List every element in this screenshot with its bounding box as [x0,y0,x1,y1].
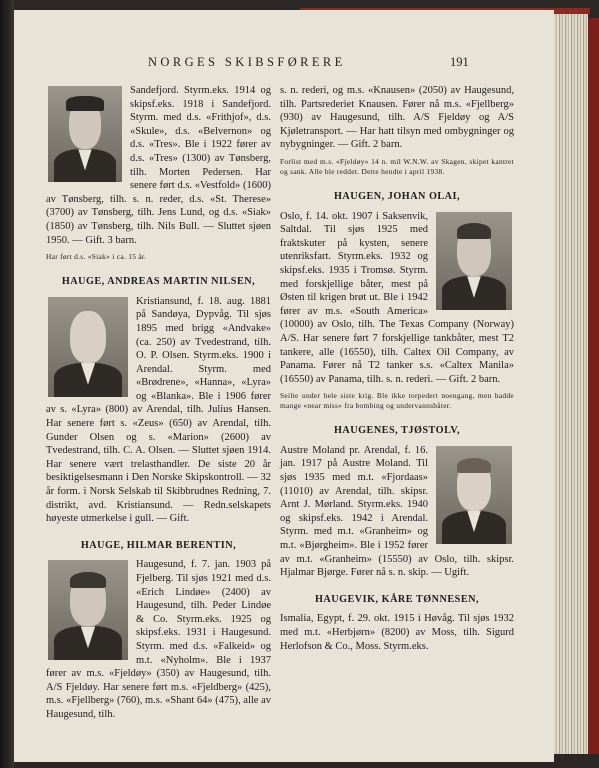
entry-heading: HAUGEN, JOHAN OLAI, [333,190,461,202]
book-spine-shadow [0,0,14,768]
entry-note: Seilte under hele siste krig. Ble ikke torpedert noengang, men hadde mange «near miss» fra bombing og undervannsbåter. [280,391,514,411]
entry-hauge-andreas [46,275,271,526]
entry-heading: HAUGE, HILMAR BERENTIN, [80,539,237,551]
entry-continued-right [280,84,514,177]
portrait-photo [48,86,122,182]
entry-text: Austre Moland pr. Arendal, f. 16. jan. 1917 på Austre Moland. Til sjøs 1935 med m.t. «Fjordaas» (11010) av Arendal, tilh. skipsr. Arnt J. Mørland. Styrm.eks. 1940 og skipsf.eks. 1942 i Arendal. Styrm. med m.t. «Granheim» og m.t. «Bjørgheim». Ble i 1952 fører av m.t. «Granheim» (15550) av Oslo, tilh. skipsr. Hjalmar Bjørge. Fører nå s. n. skip. — Ugift. [280,444,514,579]
page-stack-edge [548,14,588,754]
book-page [14,10,554,762]
entry-continued-left [46,84,271,262]
portrait-photo [48,297,128,397]
entry-text: Ismalia, Egypt, f. 29. okt. 1915 i Høvåg. Til sjøs 1932 med m.t. «Herbjørn» (8200) av Moss, tilh. Sigurd Herlofson & Co., Moss. Styrm.eks. [280,613,514,652]
entry-haugevik-kare [280,593,514,653]
entry-text: s. n. rederi, og m.s. «Knausen» (2050) av Haugesund, tilh. Partsrederiet Knausen. Fører nå m.s. «Fjellberg» (930) av Haugesund, tilh. A/S Fjeldøy og A/S Kjøletransport. — Har hatt tilsyn med ombygninger og nybygninger. — Gift. 2 barn. [280,85,514,151]
portrait-photo [436,212,512,310]
portrait-photo [436,446,512,544]
portrait-photo [48,560,128,660]
entry-text: Haugesund, f. 7. jan. 1903 på Fjelberg. Til sjøs 1921 med d.s. «Erich Lindøe» (2400) av Haugesund, tilh. Peder Lindøe & Co. Styrm.eks. 1925 og skipsf.eks. 1931 i Haugesund. Styrm. med d.s. «Falkeid» og m.t. «Nyholm». Ble i 1937 fører av m.s. «Fjeldøy» (350) av Haugesund, tilh. A/S Fjeldøy. Har senere ført m.s. «Fjeldberg» (425), m.s. «Fjellberg» (760), m.s. «Shant 64» (475), alle av Haugesund, tilh. [46,559,271,720]
entry-note: Har ført d.s. «Siak» i ca. 15 år. [46,252,147,262]
right-column [280,84,514,653]
page-number: 191 [450,55,469,69]
entry-heading: HAUGENES, TJØSTOLV, [333,425,461,437]
entry-text: Sandefjord. Styrm.eks. 1914 og skipsf.eks. 1918 i Sandefjord. Styrm. med d.s. «Frithjof», d.s. «Skule», d.s. «Belvernon» og d.s. «Tres». Ble i 1922 fører av d.s. «Tres» (1300) av Tønsberg, tilh. Morten Pedersen. Har senere ført d.s. «Vestfold» (1600) av Tønsberg, tilh. s. n. reder, d.s. «St. Therese» (3700) av Tønsberg, tilh. Jens Lund, og d.s. «Siak» (1850) av Tønsberg, tilh. Nils Bull. — Sluttet sjøen 1950. — Gift. 3 barn. [46,85,271,246]
entry-text: Oslo, f. 14. okt. 1907 i Saksenvik, Saltdal. Til sjøs 1925 med fraktskuter på kysten, senere utenriksfart. Styrm.eks. 1932 og skipsf.eks. 1935 i Tromsø. Styrm. med forskjellige båter, mest på Østen til krigen brøt ut. Ble i 1942 fører av m.s. «South America» (10000) av Oslo, tilh. The Texas Company (Norway) A/S. Har senere ført 7 forskjellige tankbåter, mest T2 tankere, alle (16550), tilh. Caltex Oil Company, av Panama. Fører nå T2 tanker s.s. «Caltex Manila» (16550) av Panama, tilh. s. n. rederi. — Gift. 2 barn. [280,210,514,385]
entry-hauge-hilmar [46,539,271,722]
entry-haugenes-tjostolv [280,424,514,580]
left-column [46,84,271,722]
entry-text: Kristiansund, f. 18. aug. 1881 på Sandøya, Dypvåg. Til sjøs 1895 med brigg «Andvake» (ca. 250) av Tvedestrand, tilh. O. P. Olsen. Styrm.eks. 1900 i Arendal. Styrm. med «Brødrene», «Hanna», «Lyra» og «Blanka». Ble i 1906 fører av s. «Lyra» (800) av Arendal, tilh. Julius Hansen. Har senere ført s. «Zeus» (650) av Arendal, tilh. Gunder Olsen og s. «Marion» (2600) av Tvedestrand, tilh. C. A. Olsen. — Sluttet sjøen 1914. Har senere vært trelasthandler. De siste 20 år besiktigelsesmann i Den Norske Skipskontroll. — 32 år form. i Norsk Selskab til Skibbrudnes Redning, 7. distrikt, avd. Kristiansund. — Redn.selskapets høyeste utmerkelse i gull. — Gift. [46,295,271,525]
entry-haugen-johan [280,190,514,411]
entry-note: Forlist med m.s. «Fjeldøy» 14 n. mil W.N.W. av Skagen, skipet kantret og sank. Alle ble reddet. Dette hendte i april 1938. [280,156,514,176]
running-header [14,54,554,74]
entry-heading: HAUGEVIK, KÅRE TØNNESEN, [314,593,480,605]
entry-heading: HAUGE, ANDREAS MARTIN NILSEN, [61,276,256,288]
running-title: NORGES SKIBSFØRERE [148,55,346,69]
